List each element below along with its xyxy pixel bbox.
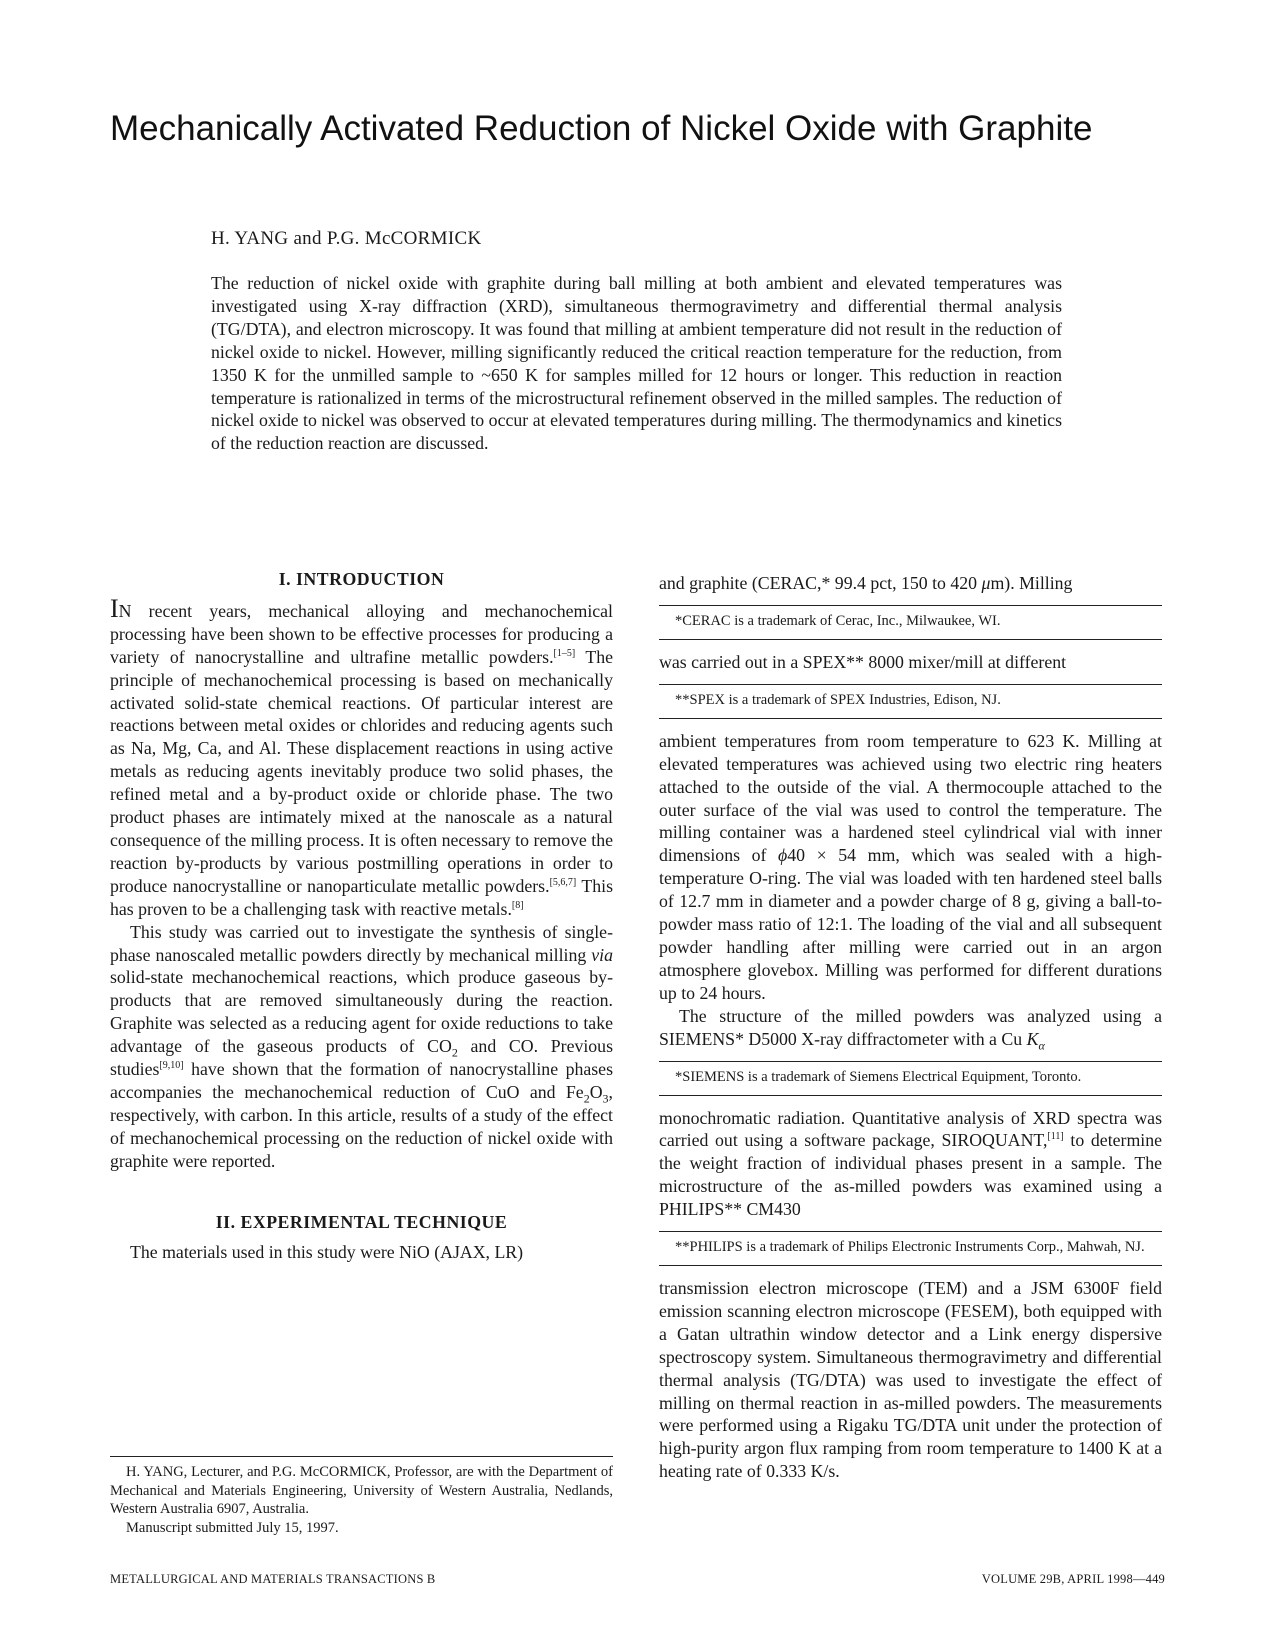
left-column	[110, 568, 613, 1264]
experimental-paragraph-5: transmission electron microscope (TEM) and a JSM 6300F field emission scanning electron microscope (FESEM), both equipped with a Gatan ultrathin window detector and a Link energy dispersive spectroscopy system. Simultaneous thermogravimetry and differential thermal analysis (TG/DTA) was used to investigate the effect of milling on thermal reaction in as-milled powders. The measurements were performed using a Rigaku TG/DTA unit under the protection of high-purity argon flux ramping from room temperature to 1400 K at a heating rate of 0.333 K/s.	[659, 1278, 1162, 1482]
drop-cap: I	[110, 593, 119, 623]
citation: [9,10]	[159, 1060, 184, 1072]
citation: [11]	[1047, 1131, 1064, 1143]
experimental-paragraph-4: monochromatic radiation. Quantitative analysis of XRD spectra was carried out using a software package, SIROQUANT,[11] to determine the weight fraction of individual phases present in a sample. The microstructure of the as-milled powders was examined using a PHILIPS** CM430	[659, 1107, 1163, 1220]
footnote-spex: **SPEX is a trademark of SPEX Industries, Edison, NJ.	[659, 684, 1162, 719]
section-heading-experimental: II. EXPERIMENTAL TECHNIQUE	[215, 1211, 508, 1232]
author-list: H. YANG and P.G. McCORMICK	[211, 228, 482, 249]
footnote-philips: **PHILIPS is a trademark of Philips Electronic Instruments Corp., Mahwah, NJ.	[659, 1231, 1162, 1266]
author-affiliation-footnote: H. YANG, Lecturer, and P.G. McCORMICK, Professor, are with the Department of Mechanical and Materials Engineering, University of Western Australia, Nedlands, Western Australia 6907, Australia. Manuscript submitted July 15, 1997.	[110, 1456, 613, 1537]
section-heading-introduction: I. INTRODUCTION	[278, 569, 445, 589]
abstract: The reduction of nickel oxide with graphite during ball milling at both ambient and elevated temperatures was investigated using X-ray diffraction (XRD), simultaneous thermogravimetry and differential thermal analysis (TG/DTA), and electron microscopy. It was found that milling at ambient temperature did not result in the reduction of nickel oxide to nickel. However, milling significantly reduced the critical reaction temperature for the reduction, from 1350 K for the unmilled sample to ~650 K for samples milled for 12 hours or longer. This reduction in reaction temperature is rationalized in terms of the microstructural refinement observed in the milled samples. The reduction of nickel oxide to nickel was observed to occur at elevated temperatures during milling. The thermodynamics and kinetics of the reduction reaction are discussed.	[211, 273, 1062, 454]
citation: [1–5]	[553, 647, 576, 659]
text-line: was carried out in a SPEX** 8000 mixer/mill at different	[659, 651, 1067, 672]
experimental-paragraph-3: The structure of the milled powders was analyzed using a SIEMENS* D5000 X-ray diffractometer with a Cu $K_\alpha$	[659, 1005, 1162, 1053]
citation: [5,6,7]	[549, 876, 577, 888]
intro-paragraph-1: IN recent years, mechanical alloying and mechanochemical processing have been shown to be effective processes for producing a variety of nanocrystalline and ultrafine metallic powders.[1–5] The principle of mechanochemical processing is based on mechanically activated solid-state chemical reactions. Of particular interest are reactions between metal oxides or chlorides and reducing agents such as Na, Mg, Ca, and Al. These displacement reactions in using active metals as reducing agents inevitably produce two solid phases, the refined metal and a by-product oxide or chloride phase. The two product phases are intimately mixed at the nanoscale as a natural consequence of the milling process. It is often necessary to remove the reaction by-products by various postmilling operations in order to produce nanocrystalline or nanoparticulate metallic powders.[5,6,7] This has proven to be a challenging task with reactive metals.[8]	[110, 593, 613, 919]
right-column	[659, 572, 1162, 1483]
footnote-siemens: *SIEMENS is a trademark of Siemens Electrical Equipment, Toronto.	[659, 1061, 1162, 1096]
paper-title: Mechanically Activated Reduction of Nickel Oxide with Graphite	[110, 109, 1093, 148]
intro-paragraph-2: This study was carried out to investigate the synthesis of single-phase nanoscaled metallic powders directly by mechanical milling via solid-state mechanochemical reactions, which produce gaseous by-products that are removed simultaneously during the reaction. Graphite was selected as a reducing agent for oxide reductions to take advantage of the gaseous products of $CO_2$ and CO. Previous studies[9,10] have shown that the formation of nanocrystalline phases accompanies the mechanochemical reduction of CuO and $Fe_2O_3$, respectively, with carbon. In this article, results of a study of the effect of mechanochemical processing on the reduction of nickel oxide with graphite were reported.	[110, 921, 613, 1171]
footnote-cerac: *CERAC is a trademark of Cerac, Inc., Milwaukee, WI.	[659, 605, 1162, 640]
running-footer-volume-page: VOLUME 29B, APRIL 1998—449	[981, 1572, 1165, 1586]
running-footer-journal: METALLURGICAL AND MATERIALS TRANSACTIONS B	[110, 1572, 436, 1586]
experimental-paragraph-2: ambient temperatures from room temperature to 623 K. Milling at elevated temperatures was achieved using two electric ring heaters attached to the outside of the vial. A thermocouple attached to the outer surface of the vial was used to control the temperature. The milling container was a hardened steel cylindrical vial with inner dimensions of ϕ40 × 54 mm, which was sealed with a high-temperature O-ring. The vial was loaded with ten hardened steel balls of 12.7 mm in diameter and a powder charge of 8 g, giving a ball-to-powder mass ratio of 12:1. The loading of the vial and all subsequent powder handling after milling were carried out in an argon atmosphere glovebox. Milling was performed for different durations up to 24 hours.	[659, 730, 1163, 1003]
citation: [8]	[511, 899, 524, 911]
experimental-paragraph-1: The materials used in this study were NiO (AJAX, LR)	[130, 1242, 524, 1263]
text-line: and graphite (CERAC,* 99.4 pct, 150 to 420 μm). Milling	[659, 573, 1073, 593]
